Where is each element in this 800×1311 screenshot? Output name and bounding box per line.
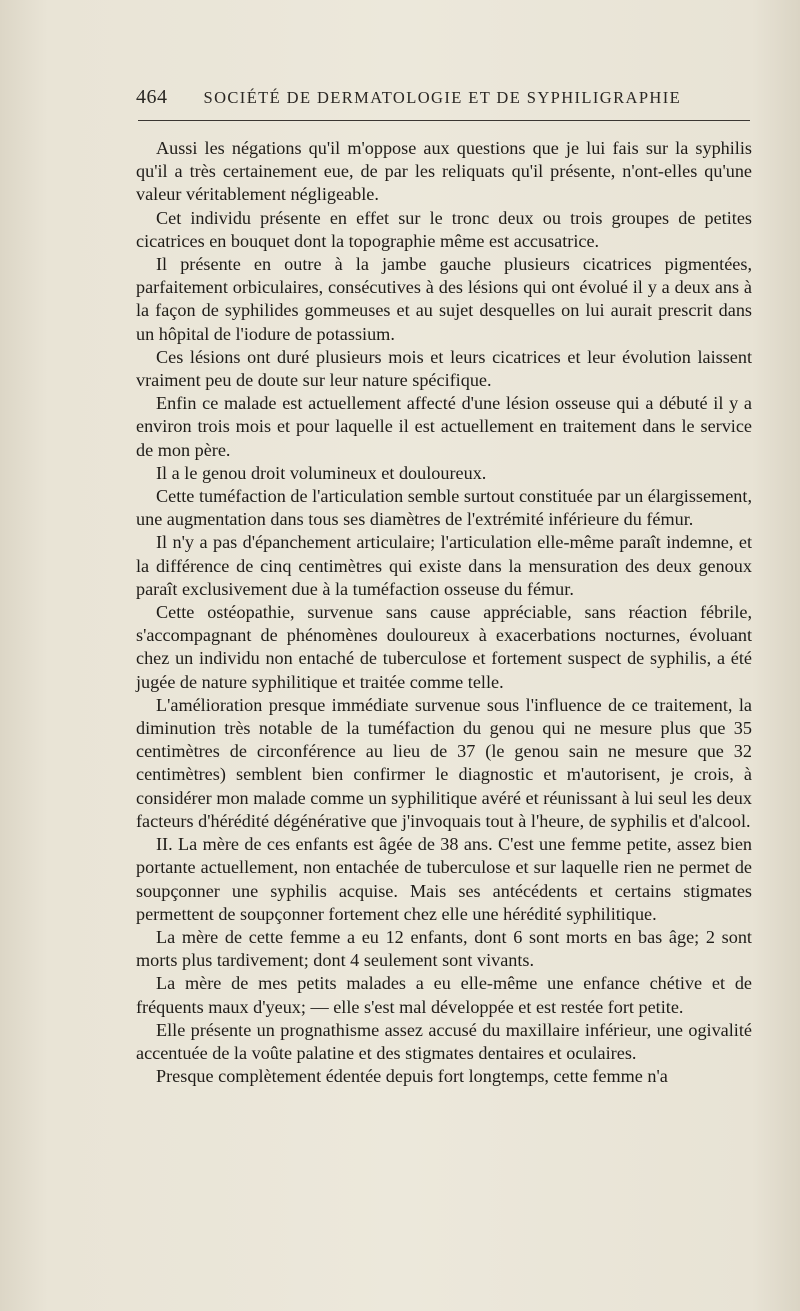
paragraph: Il n'y a pas d'épanchement articulaire; l'articulation elle-même paraît indemne, et la différence de cinq centimètres qui existe dans la mensuration des deux genoux paraît exclusivement due à la tuméfaction osseuse du fémur. [136,532,752,599]
paragraph: Ces lésions ont duré plusieurs mois et leurs cicatrices et leur évolution laissent vraiment peu de doute sur leur nature spécifique. [136,346,752,391]
paragraph: Enfin ce malade est actuellement affecté d'une lésion osseuse qui a débuté il y a environ trois mois et pour laquelle il est actuellement en traitement dans le service de mon père. [136,393,752,460]
paragraph: La mère de mes petits malades a eu elle-même une enfance chétive et de fréquents maux d'yeux; — elle s'est mal développée et est restée fort petite. [136,973,752,1017]
paragraph: Cet individu présente en effet sur le tronc deux ou trois groupes de petites cicatrices en bouquet dont la topographie même est accusatrice. [136,207,752,251]
paragraph: Aussi les négations qu'il m'oppose aux questions que je lui fais sur la syphilis qu'il a très certainement eue, de par les reliquats qu'il présente, n'ont-elles qu'une valeur véritablement négligeable. [136,138,752,205]
paragraph: Presque complètement édentée depuis fort longtemps, cette femme n'a [156,1066,668,1087]
paragraph: La mère de cette femme a eu 12 enfants, dont 6 sont morts en bas âge; 2 sont morts plus tardivement; dont 4 seulement sont vivants. [136,926,752,971]
page-number: 464 [136,86,168,108]
paragraph: Il a le genou droit volumineux et douloureux. [156,462,487,483]
paragraph: Cette ostéopathie, survenue sans cause appréciable, sans réaction fébrile, s'accompagnant de phénomènes douloureux à exacerbations nocturnes, évoluant chez un individu non entaché de tuberculose et fortement suspect de syphilis, a été jugée de nature syphilitique et traitée comme telle. [136,602,752,692]
page-header [136,86,746,109]
header-rule [138,120,750,121]
running-title: SOCIÉTÉ DE DERMATOLOGIE ET DE SYPHILIGRAPHIE [203,88,682,107]
paragraph: L'amélioration presque immédiate survenue sous l'influence de ce traitement, la diminution très notable de la tuméfaction du genou qui ne mesure plus que 35 centimètres de circonférence au lieu de 37 (le genou sain ne mesure que 32 centimètres) semblent bien confirmer le diagnostic et m'autorisent, je crois, à considérer mon malade comme un syphilitique avéré et réunissant à lui seul les deux facteurs d'hérédité dégénérative que j'invoquais tout à l'heure, de syphilis et d'alcool. [136,694,752,831]
paragraph: Cette tuméfaction de l'articulation semble surtout constituée par un élargissement, une augmentation dans tous ses diamètres de l'extrémité inférieure du fémur. [136,486,752,530]
paragraph: Elle présente un prognathisme assez accusé du maxillaire inférieur, une ogivalité accentuée de la voûte palatine et des stigmates dentaires et oculaires. [136,1019,752,1063]
paragraph: II. La mère de ces enfants est âgée de 38 ans. C'est une femme petite, assez bien portante actuellement, non entachée de tuberculose et sur laquelle rien ne permet de soupçonner une syphilis acquise. Mais ses antécédents et certains stigmates permettent de soupçonner fortement chez elle une hérédité syphilitique. [136,834,752,924]
paragraph: Il présente en outre à la jambe gauche plusieurs cicatrices pigmentées, parfaitement orbiculaires, consécutives à des lésions qui ont évolué il y a deux ans à la façon de syphilides gommeuses et au sujet desquelles on lui aurait prescrit dans un hôpital de l'iodure de potassium. [136,254,752,344]
body-text [136,137,752,1088]
